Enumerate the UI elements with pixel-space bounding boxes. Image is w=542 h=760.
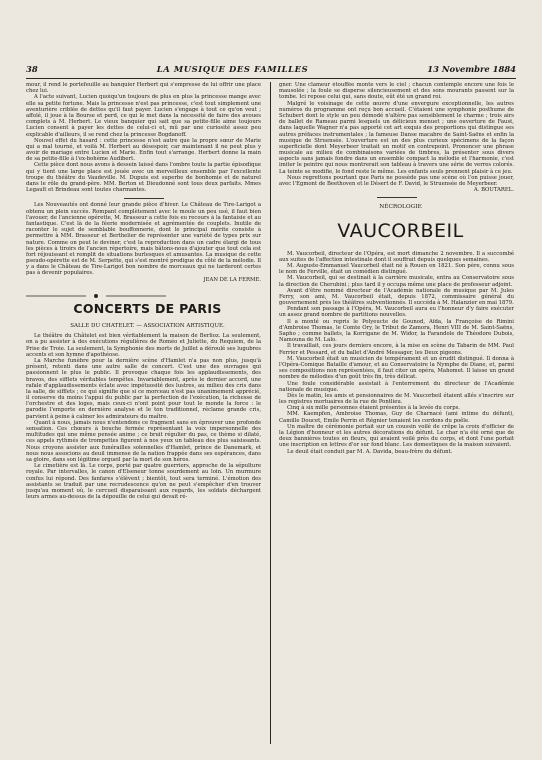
publication-title: LA MUSIQUE DES FAMILLES (156, 64, 309, 74)
section-title: CONCERTS DE PARIS (73, 301, 222, 316)
section-subtitle: SALLE DU CHATELET. — ASSOCIATION ARTISTIQUE. (70, 323, 225, 329)
author-signature: A. BOUTAREL. (473, 187, 514, 194)
paragraph: Malgré le voisinage de cette œuvre d'une envergure exceptionnelle, les autres numéros du programme ont reçu bon accueil. C'étaient une symphonie posthume de Schubert dont le style un peu démodé n'altère pas sensiblement le charme ; trois airs de ballet de Rameau parmi lesquels un délicieux menuet ; une ouverture de Faust, dans laquelle Wagner n'a pas apporté cet art exquis des proportions qui distingue ses autres préfaces instrumentales ; la fameuse Danse macabre de Saint-Saëns et enfin la musique de Struensée. L'ouverture est un des plus curieux spécimens de la façon superficielle dont Meyerbeer traitait un motif en contrepoint. Prononcer une phrase musicale au milieu de combinaisons variées de timbres, la présenter sous divers aspects sans jamais fondre dans un ensemble compact la mélodie et l'harmonie, c'est imiter le peintre qui nous montrerait son tableau à travers une série de verres colorés. La teinte se modifie, le fond reste le même. Les enfants seuls prennent plaisir à ce jeu. (279, 100, 514, 175)
obituary-title: VAUCORBEIL (337, 219, 464, 242)
left-column (26, 82, 261, 742)
paragraph: Il travaillait, ces jours derniers encore, à la mise en scène du Tabarin de MM. Paul Ferrier et Pessard, et du ballet d'André Messager, les Deux pigeons. (279, 343, 514, 356)
paragraph: Une foule considérable assistait à l'enterrement du directeur de l'Académie nationale de musique. (279, 380, 514, 393)
paragraph: Nouvel effet du hasard : cette princesse n'est autre que la propre sœur de Marie qui a mal tourné, et voilà M. Herbert au désespoir, car maintenant il ne peut plus y avoir de mariage entre Lucien et Marie. Enfin tout s'arrange. Herbert donne la main de sa petite-fille à l'ex-bohème Audibert. (26, 137, 261, 163)
obituary-label: NÉCROLOGIE (379, 204, 422, 211)
paragraph: Quant à nous, jamais nous n'entendons ce fragment sans en éprouver une profonde sensation. Ces chœurs à bouche fermée représentant la voix impersonnelle des multitudes qui une même pensée anime ; ce bruit régulier du pas, ce thème si dilaté, ces appels rythmés de trompettes figurent à nos yeux un tableau des plus saisissants. Nous croyons assister aux funérailles solennelles d'Hamlet, prince de Danemark, et nous nous associons au deuil immense de la nation frappée dans ses espérances, dans sa gloire, dans son légitime orgueil par la mort de son héros. (26, 419, 261, 463)
paragraph: M. Auguste-Emmanuel Vaucorbeil était né à Rouen en 1821. Son père, connu sous le nom de Ferville, était un comédien distingué. (279, 262, 514, 276)
paragraph: Cinq à six mille personnes étaient présentes à la levée du corps. (287, 405, 460, 412)
right-column (279, 82, 514, 742)
column-divider (270, 82, 271, 744)
paragraph: La Marche funèbre pour la dernière scène d'Hamlet n'a pas non plus, jusqu'à présent, retenti dans une autre salle de concert. C'est une des ouvrages qui passionnent le plus le public. Il provoque chaque fois les applaudissements, des bravos, des sifflets véritables tempêtes. Invariablement, après le dernier accord, une rafale d'applaudissements éclate avec impétuosité des lustres, au milieu des cris dans la salle, de sifflets ; ce qui signifie que si ce morceau n'est pas unanimement apprécié, il conserve du moins l'appui du public par la perfection de l'exécution, la richesse de l'orchestre et des loges, mais ceux-ci n'ont point pour tout le monde la force : le parodie l'emporte en dernière analyse et le ton traditionnel, réclame grande cris, parvient à peine à calmer les admirateurs du maître. (26, 357, 261, 420)
paragraph: Nous regrettons pourtant que Paris ne possède pas une scène où l'on puisse jouer, avec l'Egmont de Beethoven et le Désert de F. David, le Struensée de Meyerbeer. (279, 174, 514, 187)
ornament-rule (26, 293, 166, 299)
paragraph: M. Vaucorbeil était un musicien de tempérament et un érudit distingué. Il donna à l'Opéra-Comique Bataille d'amour, et au Conservatoire la Nymphe de Diane, et, parmi ses compositions non représentées, il faut citer un opéra, Mahomet. Il laisse un grand nombre de mélodies d'un goût très fin, très délicat. (279, 355, 514, 381)
paragraph: mour, il rend le portefeuille au banquier Herbert qui s'empresse de lui offrir une place chez lui. (26, 82, 261, 95)
paragraph: Avant d'être nommé directeur de l'Académie nationale de musique par M. Jules Ferry, son ami, M. Vaucorbeil était, depuis 1872, commissaire général du gouvernement près les théâtres subventionnés. Il succéda à M. Halanzier en mai 1879. (279, 287, 514, 307)
paragraph: A l'acte suivant, Lucien quoiqu'un toujours de plus en plus la princesse mange avec elle sa petite fortune. Mais la princesse n'est pas princesse, c'est tout simplement une aventurière criblée de dettes qu'il faut payer. Lucien s'engage à tout ce qu'on veut ; affolé, il joue à la Bourse et perd, ce qui le met dans la nécessité de faire des avoues complets à M. Herbert. Le vieux banquier qui sait que sa petite-fille aime toujours Lucien consent à payer les dettes de celui-ci et, mû par une curiosité assez peu explicable d'ailleurs, il se rend chez la princesse Bogdanoff. (26, 94, 261, 138)
paragraph: Le cimetière est là. Le corps, porté par quatre guerriers, approche de la sépulture royale. Par intervalles, le canon d'Elseneur tonne sourdement au loin. Un murmure confus lui répond. Des fanfares s'élèvent ; bientôt, tout sera terminé. L'émotion des assistants se traduit par une recrudescence qu'on ne peut s'empêcher d'en trouver jusqu'au moment où, le cercueil disparaissant aux regards, les soldats déchargent leurs armes au-dessus de la dépouille de celui qui devait ré- (26, 463, 261, 501)
paragraph: Le deuil était conduit par M. A. Davida, beau-frère du défunt. (287, 448, 453, 455)
paragraph: gner. Une clameur étouffée monte vers le ciel ; chacun contemple encore une fois le mausolée ; la foule se disperse silencieusement et des sons mourants passent sur la tombe. Ici repose celui qui, sans doute, eût été un grand roi. (279, 82, 514, 101)
paragraph: MM. Kaempfen, Ambroise Thomas, Guy de Charnacé (ami intime du défunt), Camille Doucet, Emile Perrin et Régnier tenaient les cordons du poêle. (279, 411, 514, 424)
paragraph: Dès le matin, les amis et pensionnaires de M. Vaucorbeil étaient allés s'inscrire sur les registres mortuaires de la rue de Pontlieu. (279, 392, 514, 406)
page-header (26, 62, 516, 76)
paragraph: Les Nouveautés ont donné leur grande pièce d'hiver. Le Château de Tire-Larigot a obtenu un plein succès. Rompant complètement avec le moule un peu usé, il faut bien l'avouer, de l'ancienne opérette, M. Brasseur a cette fois eu recours à la fantaisie et au fantastique. C'est là de la féerie modernisée et agrémentée de couplets. Inutile de raconter le sujet de semblable bouffonnerie, dont le principal mérite consiste à permettre à MM. Brasseur et Berthelier de représenter une variété de types prix sur nature. Comme on peut le deviner, c'est la reproduction dans un cadre élargi de tous les pièces à tiroirs de l'ancien répertoire, mais bâtons-nous d'ajouter que tout cela est fort réjouissant et remplit de situations burlesques et amusantes. La musique de cette pseudo-opérette est de M. Serpette, qui s'est montré prodigue du côté de la mélodie. Il y a dans le Château de Tire-Larigot bon nombre de morceaux qui ne tarderont certes pas à devenir populaires. (26, 202, 261, 277)
paragraph: Le théâtre du Châtelet est bien véritablement la maison de Berlioz. La seulement, on a pu assister à des exécutions régulières de Roméo et Juliette, du Requiem, de la Prise de Troie. La seulement, la Symphonie des morts de Juillet a déroulé ses lugubres accents et son hymne d'apothéose. (26, 333, 261, 358)
header-rule (26, 78, 516, 79)
paragraph: Cette pièce dont nous avons à dessein laissé dans l'ombre toute la partie épisodique qui y tient une large place est jouée avec un merveilleux ensemble par l'excellente troupe du théâtre du Vaudeville. M. Dupuis est superbe de bonhomie et de naturel dans le rôle du grand-père. MM. Berton et Dieudonné sont tous deux parfaits. Mmes Legault et Brindeau sont toutes charmantes. (26, 162, 261, 194)
paragraph: Il a monté ou repris le Polyeucte de Gounod, Aïda, la Françoise de Rimini d'Ambroise Thomas, le Comte Ory, le Tribut de Zamora, Henri VIII de M. Saint-Saëns, Sapho ; comme ballets, la Korrigane de M. Widor, la Farandole de Théodore Dubois, Namouna de M. Lalo. (279, 318, 514, 344)
issue-date: 13 Novembre 1884 (427, 64, 516, 74)
paragraph: M. Vaucorbeil, directeur de l'Opéra, est mort dimanche 2 novembre. Il a succombé aux suites de l'affection intestinale dont il souffrait depuis quelques semaines. (279, 250, 514, 263)
page-number: 38 (26, 64, 38, 74)
paragraph: Pendant son passage à l'Opéra, M. Vaucorbeil aura eu l'honneur d'y faire exécuter un assez grand nombre de partitions nouvelles. (279, 306, 514, 319)
paragraph: M. Vaucorbeil, qui se destinait à la carrière musicale, entra au Conservatoire sous la direction de Cherubini ; plus tard il y occupa même une place de professeur adjoint. (279, 275, 514, 288)
author-signature: JEAN DE LA FERME. (203, 276, 261, 283)
paragraph: Un maître de cérémonie portait sur un coussin voilé de crêpe la croix d'officier de la Légion d'honneur et les autres décorations du défunt. Le char n'a été orné que de deux bannières toutes en fleurs, qui avaient voilé près du corps, et dont l'une portait une inscription en lettres d'or sur fond blanc. Les domestiques de la maison suivaient. (279, 423, 514, 449)
